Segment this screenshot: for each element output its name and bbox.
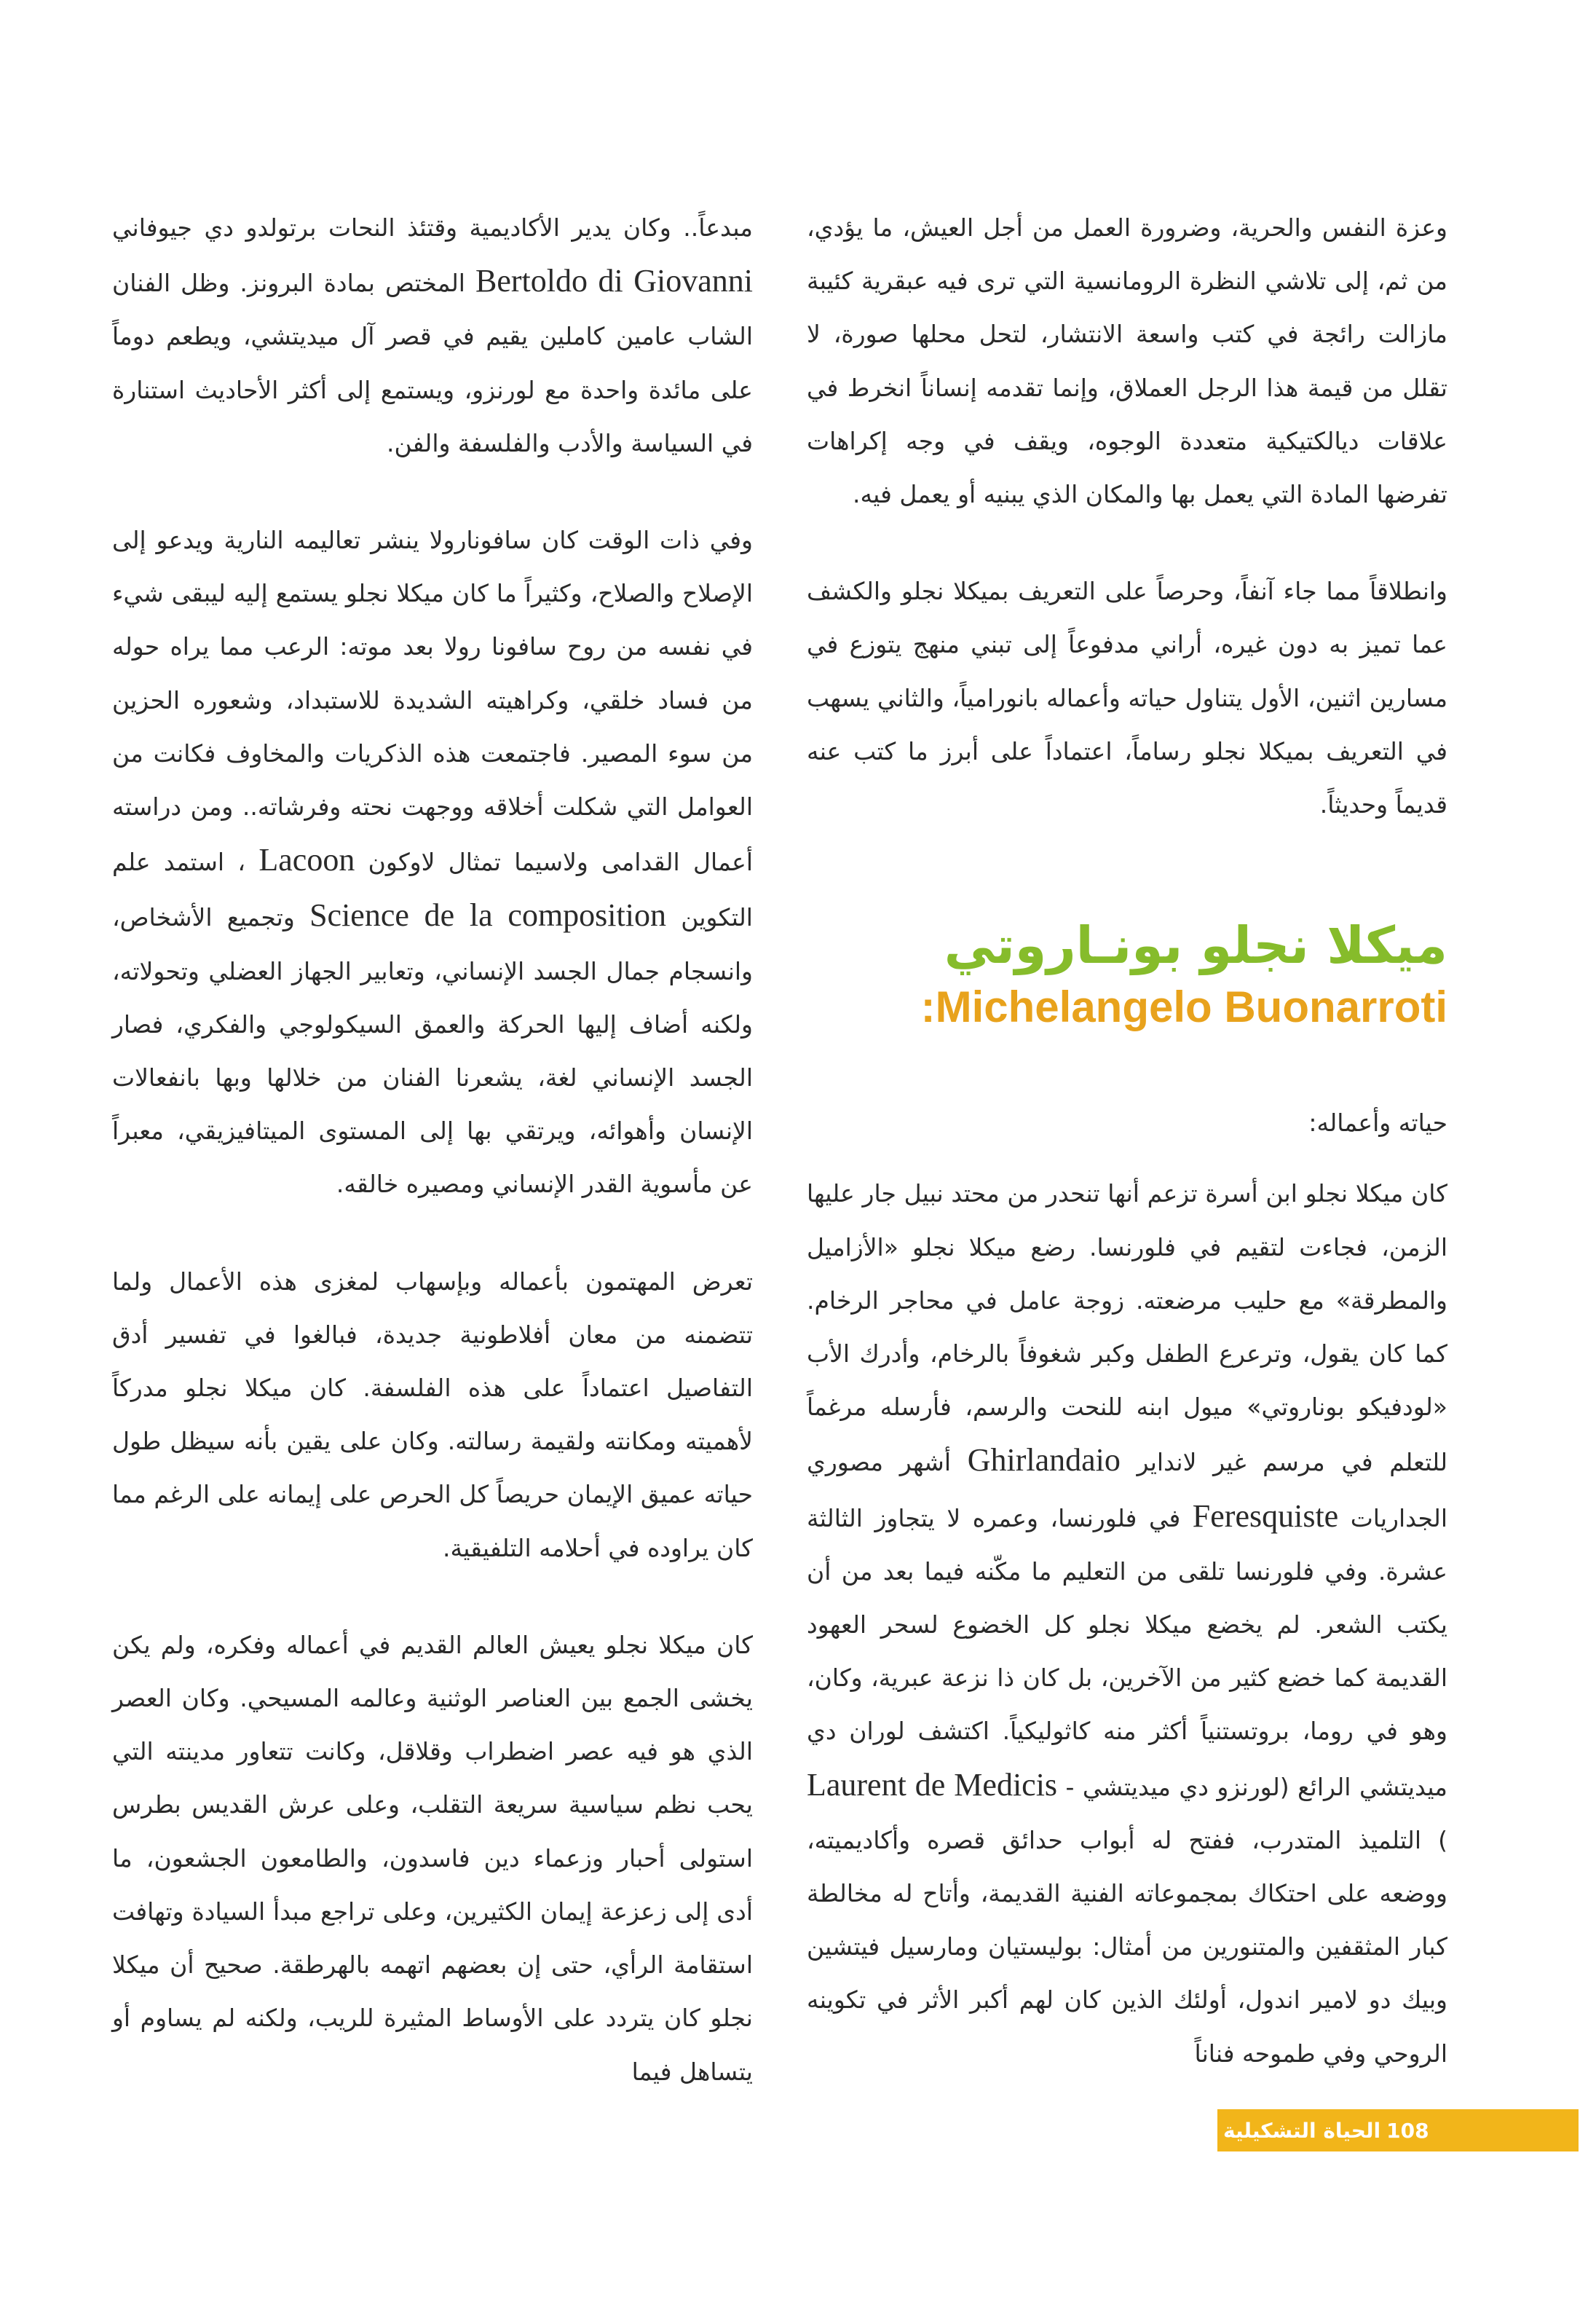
article-title-english: :Michelangelo Buonarroti — [920, 983, 1447, 1032]
left-column — [112, 201, 753, 2098]
text-run: وفي ذات الوقت كان سافونارولا ينشر تعاليمه النارية ويدعو إلى الإصلاح والصلاح، وكثيراً ما كان ميكلا نجلو يستمع إليه ليبقى شيء في نفسه من روح سافونا رولا بعد موته: الرعب مما يراه حوله من فساد خلقي، وكراهيته الشديدة للاستبداد، وشعوره الحزين من سوء المصير. فاجتمعت هذه الذكريات والمخاوف فكانت من العوامل التي شكلت أخلاقه ووجهت نحته وفرشاته.. ومن دراسته أعمال القدامى ولاسيما تمثال لاوكون — [112, 526, 753, 877]
text-run: ) التلميذ المتدرب، ففتح له أبواب حدائق قصره وأكاديميته، ووضعه على احتكاك بمجموعاته الفنية القديمة، وأتاح له مخالطة كبار المثقفين والمتنورين من أمثال: بوليستيان ومارسيل فيتشين وبيك دو لامير اندول، أولئك الذين كان لهم أكبر الأثر في تكوينه الروحي وفي طموحه فناناً — [807, 1825, 1447, 2068]
article-title-arabic: ميكلا نجلو بونـاروتي — [944, 916, 1447, 976]
text-run: أشهر مصوري الجداريات — [807, 1448, 1447, 1532]
latin-term: Feresquiste — [1192, 1497, 1339, 1534]
page-number: 108 — [1386, 2118, 1429, 2143]
text-run: مبدعاً.. وكان يدير الأكاديمية وقتئذ النحات برتولدو دي جيوفاني — [112, 213, 753, 242]
latin-term: Lacoon — [258, 842, 355, 878]
latin-term: Laurent de Medicis — [807, 1766, 1058, 1803]
paragraph — [807, 1167, 1447, 2079]
latin-term: Ghirlandaio — [967, 1442, 1121, 1479]
text-run: المختص بمادة البرونز. وظل الفنان الشاب عامين كاملين يقيم في قصر آل ميديتشي، ويطعم دوماً على مائدة واحدة مع لورنزو، ويستمع إلى أكثر الأحاديث استنارة في السياسة والأدب والفلسفة والفن. — [112, 269, 753, 457]
text-run: ، استمد علم التكوين — [112, 848, 753, 932]
paragraph — [112, 201, 753, 470]
text-run: وتجميع الأشخاص، وانسجام جمال الجسد الإنساني، وتعابير الجهاز العضلي وتحولاته، ولكنه أضاف إليها الحركة والعمق السيكولوجي والفكري، فصار الجسد الإنساني لغة، يشعرنا الفنان من خلالها وبها بانفعالات الإنسان وأهوائه، ويرتقي بها إلى المستوى الميتافيزيقي، معبراً عن مأسوية القدر الإنساني ومصيره خالقه. — [112, 903, 753, 1199]
page-footer — [1217, 2109, 1579, 2151]
latin-term: Bertoldo di Giovanni — [475, 263, 753, 299]
section-subheading: حياته وأعماله: — [1308, 1109, 1447, 1138]
magazine-name: الحياة التشكيلية — [1223, 2118, 1381, 2143]
paragraph: وانطلاقاً مما جاء آنفاً، وحرصاً على التعريف بميكلا نجلو والكشف عما تميز به دون غيره، أراني مدفوعاً إلى تبني منهج يتوزع في مسارين اثنين، الأول يتناول حياته وأعماله بانورامياً، والثاني يسهب في التعريف بميكلا نجلو رساماً، اعتماداً على أبرز ما كتب عنه قديماً وحديثاً. — [807, 577, 1447, 819]
latin-term: Science de la composition — [309, 897, 666, 934]
paragraph: تعرض المهتمون بأعماله وبإسهاب لمغزى هذه الأعمال ولما تتضمنه من معان أفلاطونية جديدة، فبالغوا في تفسير أدق التفاصيل اعتماداً على هذه الفلسفة. كان ميكلا نجلو مدركاً لأهميته ومكانته ولقيمة رسالته. وكان على يقين بأنه سيظل طول حياته عميق الإيمان حريصاً كل الحرص على إيمانه على الرغم مما كان يراوده في أحلامه التلفيقية. — [112, 1267, 753, 1562]
text-run: كان ميكلا نجلو ابن أسرة تزعم أنها تنحدر من محتد نبيل جار عليها الزمن، فجاءت لتقيم في فلورنسا. رضع ميكلا نجلو «الأزاميل والمطرقة» مع حليب مرضعته. زوجة عامل في محاجر الرخام. كما كان يقول، وترعرع الطفل وكبر شغوفاً بالرخام، وأدرك الأب «لودفيكو بوناروتي» ميول ابنه للنحت والرسم، فأرسله مرغماً للتعلم في مرسم غير لانداير — [807, 1179, 1448, 1477]
right-column — [807, 201, 1447, 2080]
text-run: في فلورنسا، وعمره لا يتجاوز الثالثة عشرة. وفي فلورنسا تلقى من التعليم ما مكّنه فيما بعد من أن يكتب الشعر. لم يخضع ميكلا نجلو كل الخضوع لسحر العهود القديمة كما خضع كثير من الآخرين، بل كان ذا نزعة عبرية، وكان، وهو في روما، بروتستنياً أكثر منه كاثوليكياً. اكتشف لوران دي ميديتشي الرائع (لورنزو دي ميديتشي - — [807, 1503, 1447, 1801]
paragraph — [112, 513, 753, 1211]
paragraph: كان ميكلا نجلو يعيش العالم القديم في أعماله وفكره، ولم يكن يخشى الجمع بين العناصر الوثنية وعالمه المسيحي. وكان العصر الذي هو فيه عصر اضطراب وقلاقل، وكانت تتعاور مدينته التي يحب نظم سياسية سريعة التقلب، وعلى عرش القديس بطرس استولى أحبار وزعماء دين فاسدون، والطامعون الجشعون، ما أدى إلى زعزعة إيمان الكثيرين، وعلى تراجع مبدأ السيادة وتهافت استقامة الرأي، حتى إن بعضهم اتهمه بالهرطقة. صحيح أن ميكلا نجلو كان يتردد على الأوساط المثيرة للريب، ولكنه لم يساوم أو يتساهل فيما — [112, 1630, 753, 2086]
paragraph: وعزة النفس والحرية، وضرورة العمل من أجل العيش، ما يؤدي، من ثم، إلى تلاشي النظرة الرومانسية التي ترى فيه عبقرية كئيبة مازالت رائجة في كتب واسعة الانتشار، لتحل محلها صورة، لا تقلل من قيمة هذا الرجل العملاق، وإنما تقدمه إنساناً انخرط في علاقات ديالكتيكية متعددة الوجوه، ويقف في وجه إكراهات تفرضها المادة التي يعمل بها والمكان الذي يبنيه أو يعمل فيه. — [807, 213, 1447, 509]
footer-label — [1217, 2119, 1429, 2143]
